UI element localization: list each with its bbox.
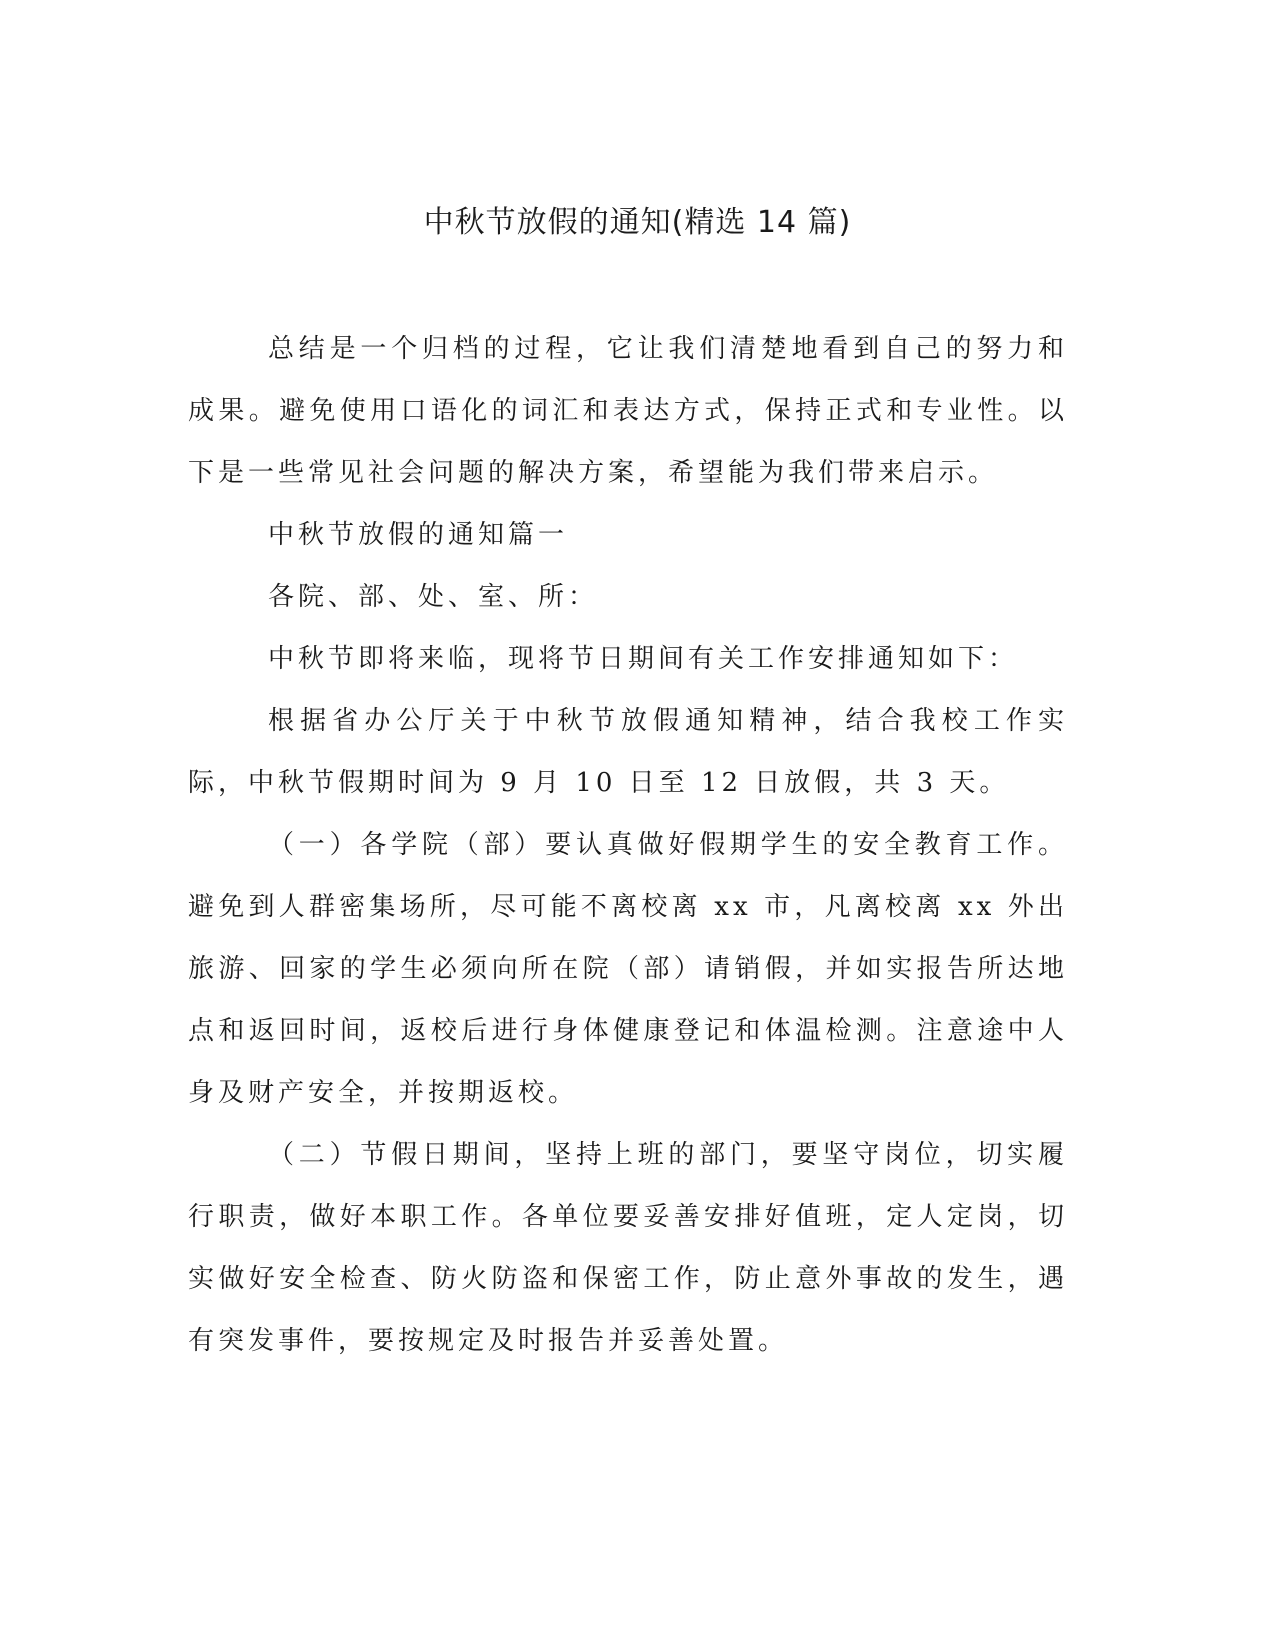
- safety-education-paragraph: （一）各学院（部）要认真做好假期学生的安全教育工作。避免到人群密集场所，尽可能不离校离 xx 市，凡离校离 xx 外出旅游、回家的学生必须向所在院（部）请销假，并如实报告所达地点和返回时间，返校后进行身体健康登记和体温检测。注意途中人身及财产安全，并按期返校。: [188, 830, 1068, 1108]
- intro-paragraph: 总结是一个归档的过程，它让我们清楚地看到自己的努力和成果。避免使用口语化的词汇和表达方式，保持正式和专业性。以下是一些常见社会问题的解决方案，希望能为我们带来启示。: [188, 334, 1068, 488]
- salutation: 各院、部、处、室、所：: [268, 582, 599, 612]
- document-body: [188, 318, 1068, 1372]
- section-heading: 中秋节放假的通知篇一: [268, 520, 569, 550]
- duty-arrangement-paragraph: （二）节假日期间，坚持上班的部门，要坚守岗位，切实履行职责，做好本职工作。各单位要妥善安排好值班，定人定岗，切实做好安全检查、防火防盗和保密工作，防止意外事故的发生，遇有突发事件，要按规定及时报告并妥善处置。: [188, 1140, 1068, 1356]
- notice-intro: 中秋节即将来临，现将节日期间有关工作安排通知如下：: [268, 644, 1019, 674]
- document-title: 中秋节放假的通知(精选 14 篇): [423, 205, 852, 240]
- holiday-schedule-paragraph: 根据省办公厅关于中秋节放假通知精神，结合我校工作实际，中秋节假期时间为 9 月 10 日至 12 日放假，共 3 天。: [188, 706, 1068, 798]
